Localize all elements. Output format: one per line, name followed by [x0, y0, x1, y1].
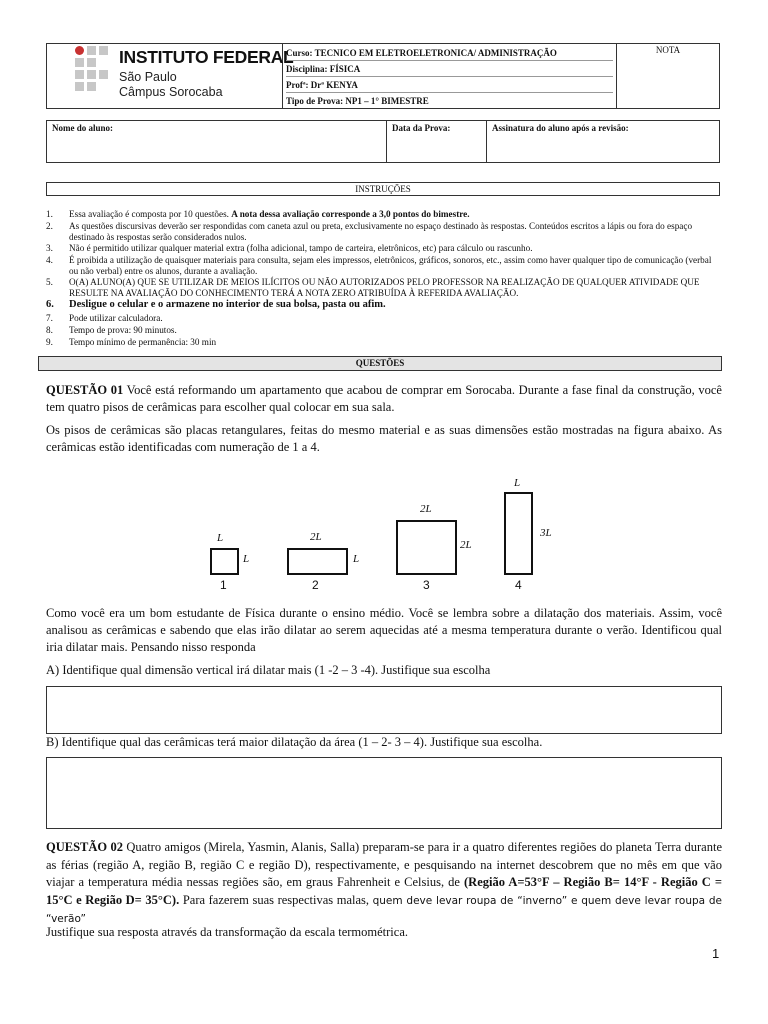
- exam-type-line: Tipo de Prova: NP1 – 1° BIMESTRE: [286, 96, 429, 106]
- student-name-field[interactable]: [47, 121, 387, 162]
- ceramic-tiles-figure: [180, 475, 580, 595]
- tile-4-width-label: L: [514, 477, 521, 489]
- question-02-handwritten-text: quem deve levar roupa de “inverno” e quem deve levar roupa de “verão”: [46, 894, 723, 925]
- logo-city: São Paulo: [119, 70, 177, 84]
- tile-2-number: 2: [312, 578, 319, 592]
- question-02-label: QUESTÃO 02: [46, 840, 123, 854]
- tile-2-height-label: L: [353, 553, 360, 565]
- discipline-line: Disciplina: FÍSICA: [286, 61, 613, 77]
- tile-4-number: 4: [515, 578, 522, 592]
- tile-3: [396, 520, 457, 575]
- logo-title: INSTITUTO FEDERAL: [119, 47, 294, 67]
- tile-2-width-label: 2L: [310, 531, 322, 543]
- tile-4: [504, 492, 533, 575]
- question-01-intro: QUESTÃO 01 Você está reformando um apartamento que acabou de comprar em Sorocaba. Durante a fase final da construção, você tem quatro pisos de cerâmicas para escolher qual colocar em sua sala.: [46, 383, 722, 414]
- course-info: [283, 44, 617, 108]
- question-01-item-b: B) Identifique qual das cerâmicas terá maior dilatação da área (1 – 2- 3 – 4). Justifique sua escolha.: [46, 735, 543, 749]
- tile-3-number: 3: [423, 578, 430, 592]
- tile-4-height-label: 3L: [540, 527, 552, 539]
- answer-box-b[interactable]: [46, 757, 722, 829]
- tile-1-width-label: L: [217, 532, 224, 544]
- question-01-item-a: A) Identifique qual dimensão vertical irá dilatar mais (1 -2 – 3 -4). Justifique sua escolha: [46, 663, 491, 677]
- tile-2: [287, 548, 348, 575]
- signature-label: Assinatura do aluno após a revisão:: [492, 123, 629, 133]
- logo-cell: [47, 44, 294, 108]
- grade-label: NOTA: [655, 45, 681, 55]
- question-02-text: QUESTÃO 02 Quatro amigos (Mirela, Yasmin, Alanis, Salla) preparam-se para ir a quatro diferentes regiões do planeta Terra durante as férias (região A, região B, região C e região D), respectivamente, e pesquisando na internet descobrem que no mês em que vão viajar a temperatura média nessas regiões são, em graus Fahrenheit e Celsius, de (Região A=53°F – Região B= 14°F - Região C = 15°C e Região D= 35°C). Para fazerem suas respectivas malas, quem deve levar roupa de “inverno” e quem deve levar roupa de “verão”: [46, 840, 723, 925]
- page-number: 1: [712, 946, 720, 961]
- answer-box-a[interactable]: [46, 686, 722, 734]
- tile-1-height-label: L: [243, 553, 250, 565]
- questions-section-title: QUESTÕES: [38, 356, 722, 371]
- tile-3-height-label: 2L: [460, 539, 472, 551]
- question-01-paragraph-3: Como você era um bom estudante de Física durante o ensino médio. Você se lembra sobre a dilatação dos materiais. Assim, você analisou as cerâmicas e sabendo que elas irão dilatar ao serem aquecidas até a mesma temperatura durante o verão. Identificou qual iria dilatar mais. Pensando nisso responda: [46, 606, 722, 654]
- exam-date-label: Data da Prova:: [392, 123, 451, 133]
- institute-logo-icon: [75, 46, 111, 101]
- question-01-paragraph-2: Os pisos de cerâmicas são placas retangulares, feitas do mesmo material e as suas dimensões estão mostradas na figura abaixo. As cerâmicas estão identificadas com numeração de 1 a 4.: [46, 423, 722, 454]
- header-table: [46, 43, 720, 109]
- student-info-table: [46, 120, 720, 163]
- grade-cell[interactable]: [617, 44, 719, 108]
- course-line: Curso: TECNICO EM ELETROELETRONICA/ ADMINISTRAÇÃO: [286, 45, 613, 61]
- exam-date-field[interactable]: [387, 121, 487, 162]
- signature-field[interactable]: [487, 121, 719, 162]
- question-01-label: QUESTÃO 01: [46, 383, 124, 397]
- instructions-title: INSTRUÇÕES: [46, 182, 720, 196]
- question-02-justify: Justifique sua resposta através da transformação da escala termométrica.: [46, 925, 408, 939]
- tile-3-width-label: 2L: [420, 503, 432, 515]
- logo-campus: Câmpus Sorocaba: [119, 85, 223, 99]
- professor-line: Profª: Drª KENYA: [286, 77, 613, 93]
- student-name-label: Nome do aluno:: [52, 123, 114, 133]
- tile-1-number: 1: [220, 578, 227, 592]
- tile-1: [210, 548, 239, 575]
